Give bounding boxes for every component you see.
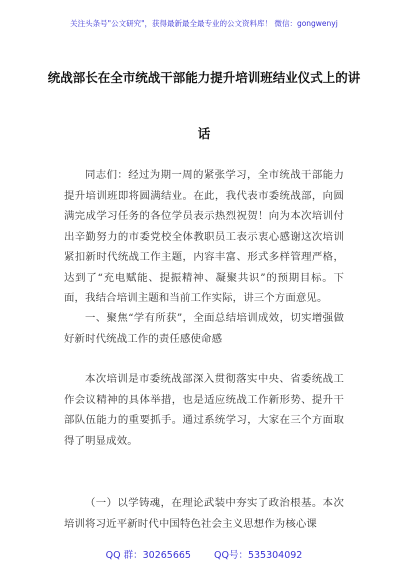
- document-title: 统战部长在全市统战干部能力提升培训班结业仪式上的讲: [47, 70, 361, 85]
- body-paragraph: 本次培训是市委统战部深入贯彻落实中央、省委统战工作会议精神的具体举措，也是适应统战工作新形势、提升干部队伍能力的重要抓手。通过系统学习，大家在三个方面取得了明显成效。: [64, 373, 344, 447]
- footer-contact: [0, 547, 408, 561]
- body-paragraph: （一）以学铸魂，在理论武装中夯实了政治根基。本次培训将习近平新时代中国特色社会主义思想作为核心课: [64, 497, 344, 530]
- qq-number: QQ号：535304092: [214, 550, 303, 561]
- body-paragraph: 同志们：经过为期一周的紧张学习，全市统战干部能力提升培训班即将圆满结业。在此，我代表市委统战部，向圆满完成学习任务的各位学员表示热烈祝贺！向为本次培训付出辛勤努力的市委党校全体教职员工表示衷心感谢这次培训紧扣新时代统战工作主题，内容丰富、形式多样管理严格，达到了“充电赋能、提振精神、凝聚共识”的预期目标。下面，我结合培训主题和当前工作实际，讲三个方面意见。: [64, 169, 344, 304]
- top-promo-banner: 关注头条号"公文研究"，获得最新最全最专业的公文资料库！ 微信：gongwenyj: [70, 19, 338, 28]
- qq-group-number: QQ 群：30265665: [105, 550, 191, 561]
- document-title-continued: 话: [197, 126, 211, 141]
- section-heading: 一、聚焦“学有所获”，全面总结培训成效，切实增强做好新时代统战工作的责任感使命感: [64, 312, 344, 345]
